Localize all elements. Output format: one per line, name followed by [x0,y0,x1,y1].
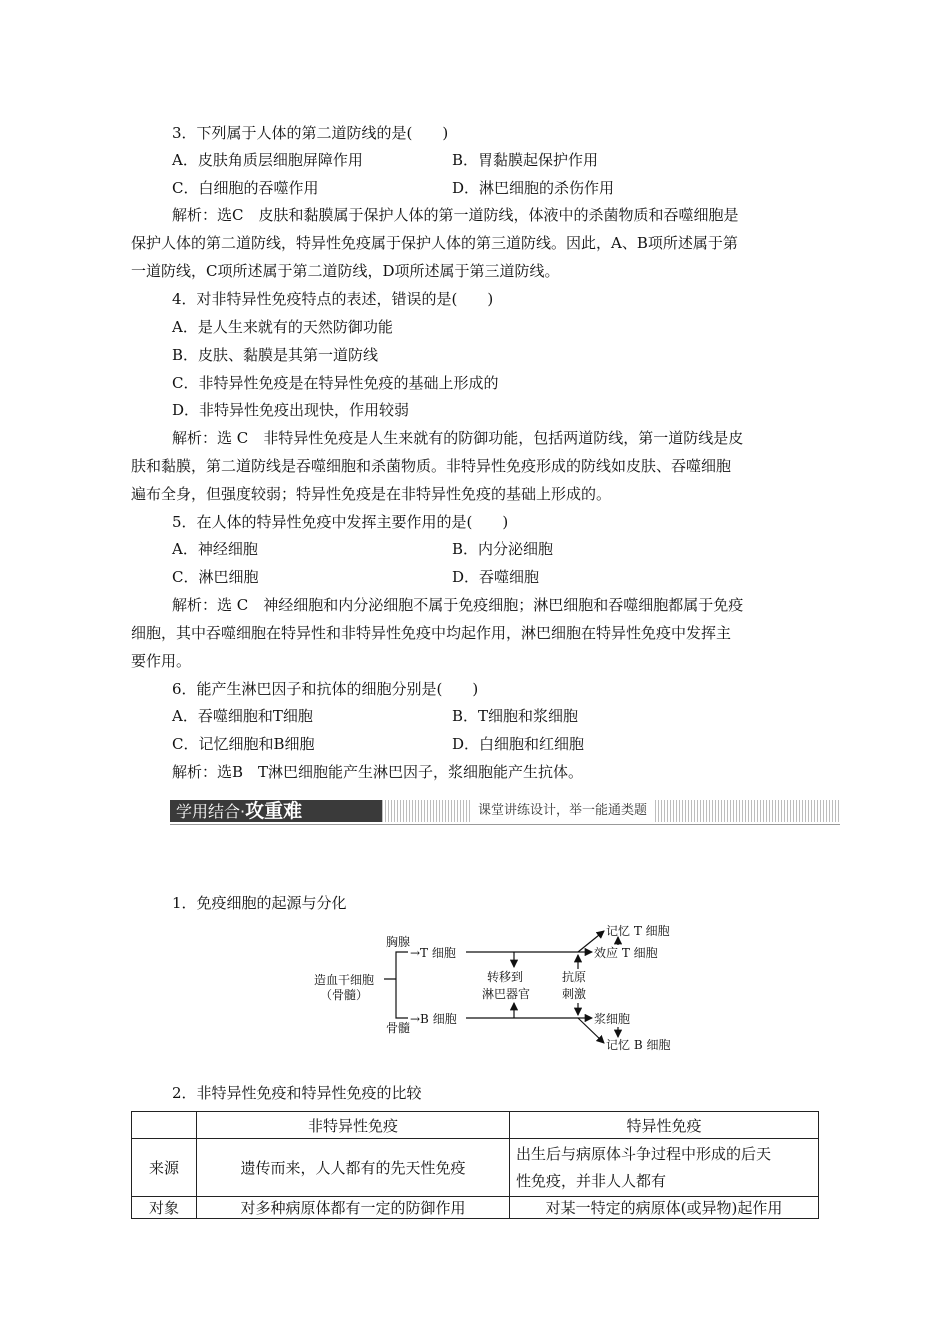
q4-analysis-3: 遍布全身，但强度较弱；特异性免疫是在非特异性免疫的基础上形成的。 [131,485,612,503]
banner-title-a: 学用结合· [176,802,246,821]
q5-option-d: D．吞噬细胞 [452,568,540,586]
row-specific-line-2: 性免疫，并非人人都有 [516,1171,667,1190]
q5-option-a: A．神经细胞 [172,540,258,558]
row-specific: 对某一特定的病原体(或异物)起作用 [510,1197,819,1219]
table-row [132,1139,819,1197]
table-row [132,1197,819,1219]
q4-option-a: A．是人生来就有的天然防御功能 [172,318,393,336]
transfer-label-1: 转移到 [487,970,524,984]
q3-analysis-2: 保护人体的第二道防线，特异性免疫属于保护人体的第三道防线。因此，A、B项所述属于第 [131,234,738,252]
q4-option-b: B．皮肤、黏膜是其第一道防线 [172,346,379,364]
q6-analysis: 解析：选B T淋巴细胞能产生淋巴因子，浆细胞能产生抗体。 [172,763,584,781]
q4-analysis-2: 肤和黏膜，第二道防线是吞噬细胞和杀菌物质。非特异性免疫形成的防线如皮肤、吞噬细胞 [131,457,732,475]
q3-analysis-1: 解析：选C 皮肤和黏膜属于保护人体的第一道防线，体液中的杀菌物质和吞噬细胞是 [172,206,739,224]
q3-option-c: C．白细胞的吞噬作用 [172,179,319,197]
q5-analysis-2: 细胞，其中吞噬细胞在特异性和非特异性免疫中均起作用，淋巴细胞在特异性免疫中发挥主 [131,624,732,642]
q4-analysis-1: 解析：选 C 非特异性免疫是人生来就有的防御功能，包括两道防线，第一道防线是皮 [172,429,744,447]
q3-option-b: B．胃黏膜起保护作用 [452,151,599,169]
plasma-label: 浆细胞 [594,1012,631,1026]
b-cell-label: →B 细胞 [410,1012,457,1026]
marrow-label: 骨髓 [386,1021,411,1035]
q4-option-d: D．非特异性免疫出现快，作用较弱 [172,401,410,419]
q3-option-a: A．皮肤角质层细胞屏障作用 [172,151,363,169]
stem-cell-label: 造血干细胞 [314,973,375,987]
memory-b-label: 记忆 B 细胞 [606,1038,671,1052]
section-banner [170,798,840,826]
banner-title [170,800,382,822]
memory-t-label: 记忆 T 细胞 [606,924,670,938]
q5-option-c: C．淋巴细胞 [172,568,259,586]
sec1-heading: 1．免疫细胞的起源与分化 [172,894,347,912]
header-cell-empty [132,1112,197,1139]
q5-option-b: B．内分泌细胞 [452,540,554,558]
q6-option-c: C．记忆细胞和B细胞 [172,735,315,753]
q6-option-d: D．白细胞和红细胞 [452,735,585,753]
banner-title-b: 攻重难 [245,800,303,822]
effector-t-label: 效应 T 细胞 [594,946,658,960]
q3-option-d: D．淋巴细胞的杀伤作用 [452,179,615,197]
banner-rule [170,824,840,825]
row-specific [510,1139,819,1197]
transfer-label-2: 淋巴器官 [482,987,531,1001]
q6-stem: 6．能产生淋巴因子和抗体的细胞分别是( ) [172,680,479,698]
row-label: 对象 [132,1197,197,1219]
q5-analysis-1: 解析：选 C 神经细胞和内分泌细胞不属于免疫细胞；淋巴细胞和吞噬细胞都属于免疫 [172,596,744,614]
q6-option-a: A．吞噬细胞和T细胞 [172,707,313,725]
row-nonspecific: 遗传而来，人人都有的先天性免疫 [197,1139,510,1197]
header-cell-specific: 特异性免疫 [510,1112,819,1139]
thymus-label: 胸腺 [386,935,411,949]
comparison-table [131,1111,819,1219]
table-header-row [132,1112,819,1139]
q3-stem: 3．下列属于人体的第二道防线的是( ) [172,124,449,142]
q4-option-c: C．非特异性免疫是在特异性免疫的基础上形成的 [172,374,499,392]
q5-stem: 5．在人体的特异性免疫中发挥主要作用的是( ) [172,513,509,531]
banner-subtitle: 课堂讲练设计，举一能通类题 [470,800,655,822]
t-cell-label: →T 细胞 [410,946,456,960]
row-specific-line-1: 出生后与病原体斗争过程中形成的后天 [516,1144,772,1163]
antigen-label-1: 抗原 [562,970,587,984]
stem-branch-line [384,952,408,1018]
row-nonspecific: 对多种病原体都有一定的防御作用 [197,1197,510,1219]
q4-stem: 4．对非特异性免疫特点的表述，错误的是( ) [172,290,494,308]
antigen-label-2: 刺激 [562,987,587,1001]
header-cell-nonspecific: 非特异性免疫 [197,1112,510,1139]
q5-analysis-3: 要作用。 [131,652,192,670]
row-label: 来源 [132,1139,197,1197]
q3-analysis-3: 一道防线，C项所述属于第二道防线，D项所述属于第三道防线。 [131,262,560,280]
q6-option-b: B．T细胞和浆细胞 [452,707,579,725]
immune-cell-diagram [300,915,700,1060]
sec2-heading: 2．非特异性免疫和特异性免疫的比较 [172,1084,422,1102]
marrow-paren-label: （骨髓） [320,988,369,1002]
